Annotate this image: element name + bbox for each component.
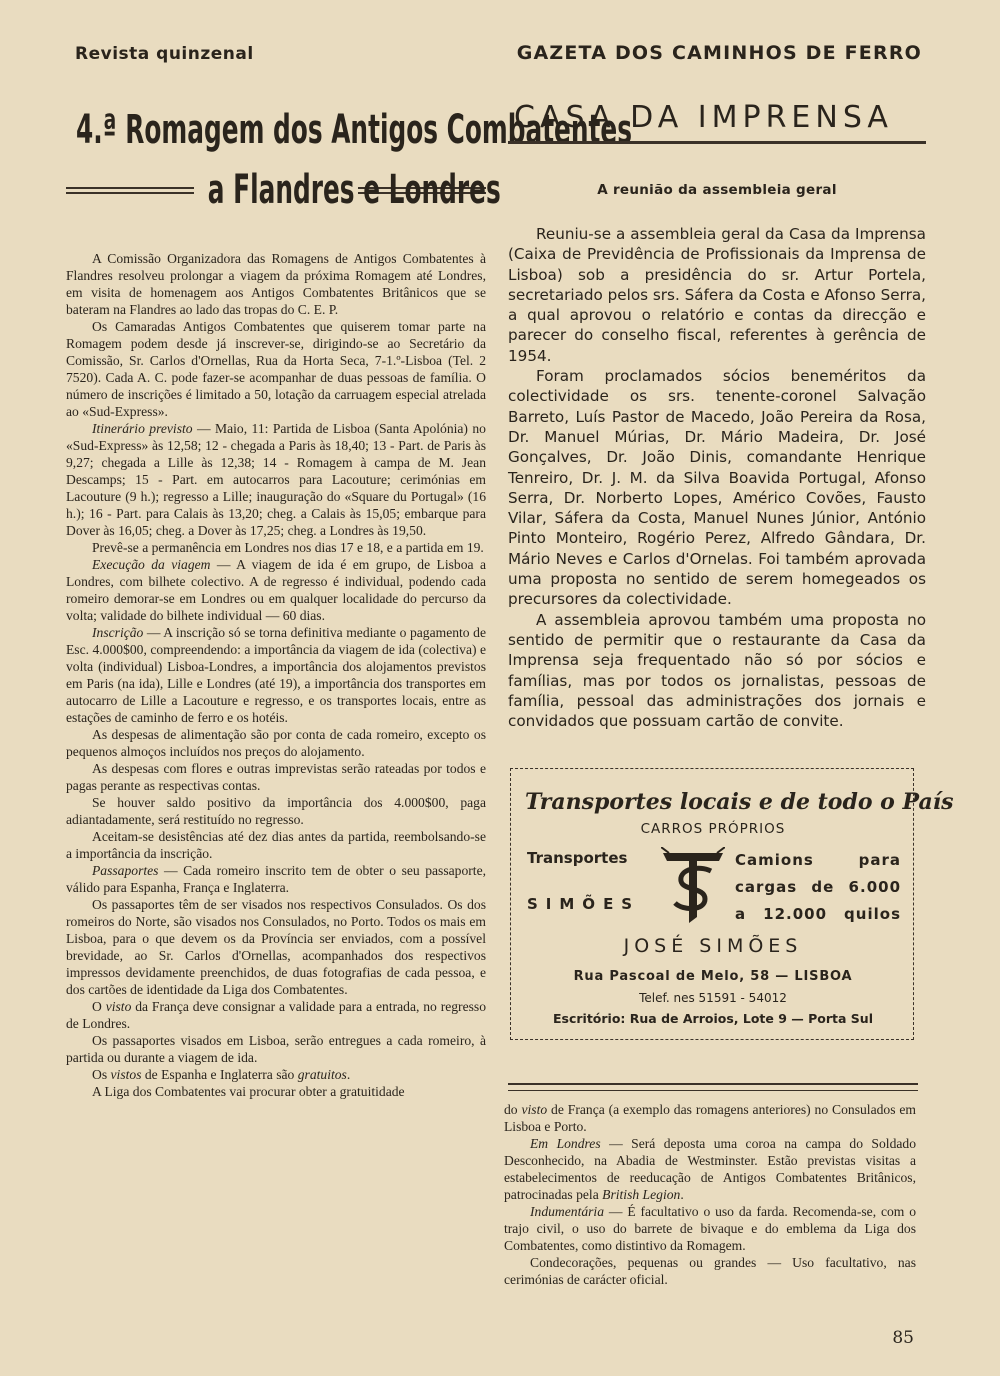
page-number: 85	[892, 1328, 914, 1348]
ad-headline: Transportes locais e de todo o País	[525, 789, 954, 815]
ad-phones: Telef. nes 51591 - 54012	[639, 991, 787, 1005]
paragraph: Itinerário previsto — Maio, 11: Partida de Lisboa (Santa Apolónia) no «Sud-Express» às 12,58; 12 - chegada a Paris às 18,40; 13 - Part. de Paris às 9,27; chegada a Lille às 12,38; 14 - Romagem à campa de M. Jean Descamps; 15 - Part. em autocarros para Lacouture; cerimónias em Lacouture (9 h.); regresso a Lille; inauguração do «Square du Portugal» (16 h.); 16 - Part. para Calais às 13,20; cheg. a Calais às 15,05; embarque para Dover às 16,05; cheg. a Dover às 17,25; cheg. a Londres às 19,50.	[66, 421, 486, 538]
ts-monogram-logo-icon	[661, 847, 725, 925]
paragraph: Execução da viagem — A viagem de ida é em grupo, de Lisboa a Londres, com bilhete colectivo. A de regresso é individual, podendo cada romeiro demorar-se em Londres ou em qualquer localidade do percurso da volta; validade do bilhete individual — 60 dias.	[66, 557, 486, 623]
paragraph: Aceitam-se desistências até dez dias antes da partida, reembolsando-se a importância da inscrição.	[66, 829, 486, 861]
section-title-rule	[508, 141, 926, 144]
paragraph: do visto de França (a exemplo das romagens anteriores) no Consulados em Lisboa e Porto.	[504, 1102, 916, 1134]
paragraph: Os passaportes têm de ser visados nos respectivos Consulados. Os dos romeiros do Norte, são visados nos Consulados, no Porto. Todos os mais em Lisboa, para o que devem os da Província ser enviados, com a possível brevidade, ao Sr. Carlos d'Ornellas, acompanhados dos respectivos impressos devidamente preenchidos, de duas fotografias de cada pessoa, e dos cartões de identidade da Liga dos Combatentes.	[66, 897, 486, 997]
ad-office: Escritório: Rua de Arroios, Lote 9 — Porta Sul	[552, 1011, 873, 1026]
paragraph: Prevê-se a permanência em Londres nos dias 17 e 18, e a partida em 19.	[92, 540, 484, 555]
article-continuation	[504, 1101, 916, 1288]
paragraph: Passaportes — Cada romeiro inscrito tem de obter o seu passaporte, válido para Espanha, França e Inglaterra.	[66, 863, 486, 895]
right-article	[508, 100, 926, 731]
paragraph: A Comissão Organizadora das Romagens de Antigos Combatentes à Flandres resolveu prolongar a viagem da próxima Romagem até Londres, em visita de homenagem aos Antigos Combatentes Britânicos que se bateram na Flandres ao lado das tropas do C. E. P.	[66, 251, 486, 317]
paragraph: Em Londres — Será deposta uma coroa na campa do Soldado Desconhecido, na Abadia de Westminster. Estão previstas visitas a estabelecimentos de reeducação de Antigos Combatentes Britânicos, patrocinadas pela British Legion.	[504, 1136, 916, 1202]
paragraph: As despesas com flores e outras imprevistas serão rateadas por todos e pagas perante as respectivas contas.	[66, 761, 486, 793]
ad-address: Rua Pascoal de Melo, 58 — LISBOA	[573, 969, 853, 984]
article-title-line-2: a Flandres e Londres	[207, 167, 501, 213]
divider	[508, 1090, 918, 1091]
paragraph: Os vistos de Espanha e Inglaterra são gratuitos.	[92, 1067, 351, 1082]
paragraph: Os passaportes visados em Lisboa, serão entregues a cada romeiro, à partida ou durante a viagem de ida.	[66, 1033, 486, 1065]
article-body	[66, 250, 486, 1100]
divider	[508, 1083, 918, 1085]
section-subtitle: A reunião da assembleia geral	[597, 182, 837, 198]
ad-company-name: JOSÉ SIMÕES	[623, 935, 803, 957]
paragraph: Indumentária — É facultativo o uso da farda. Recomenda-se, com o trajo civil, o uso do barrete de bivaque e do emblema da Liga dos Combatentes, como distintivo da Romagem.	[504, 1204, 916, 1253]
running-header-right: GAZETA DOS CAMINHOS DE FERRO	[516, 42, 922, 64]
advertisement-box	[510, 768, 954, 1040]
ad-cargo-text: Camions para cargas de 6.000 a 12.000 quilos	[735, 851, 901, 923]
paragraph: As despesas de alimentação são por conta de cada romeiro, excepto os pequenos almoços incluídos nos preços do alojamento.	[66, 727, 486, 759]
paragraph: A assembleia aprovou também uma proposta no sentido de permitir que o restaurante da Casa da Imprensa seja frequentado não só por sócios e famílias, mas por todos os jornalistas, pessoas de família, pessoal das administrações dos jornais e convidados que possuam cartão de convite.	[508, 610, 926, 731]
ad-subline: CARROS PRÓPRIOS	[640, 821, 786, 837]
paragraph: A Liga dos Combatentes vai procurar obter a gratuitidade	[92, 1084, 405, 1099]
paragraph: Inscrição — A inscrição só se torna definitiva mediante o pagamento de Esc. 4.000$00, compreendendo: a importância da viagem de ida (colectiva) e volta (individual) Lisboa-Londres, a importância dos alojamentos previstos em Paris (na ida), Lille e Londres (até 19), a importância dos transportes em autocarro de Lille a Lacouture e regresso, e os transportes locais, entre as estações de caminho de ferro e os hotéis.	[66, 625, 486, 725]
title-rule-left	[66, 187, 194, 194]
ad-word-simoes: SIMÕES	[527, 895, 641, 913]
paragraph: Reuniu-se a assembleia geral da Casa da Imprensa (Caixa de Previdência de Profissionais da Imprensa de Lisboa) sob a presidência do sr. Artur Portela, secretariado pelos srs. Sáfera da Costa e Afonso Serra, a qual aprovou o relatório e contas da direcção e parecer do conselho fiscal, referentes à gerência de 1954.	[508, 225, 926, 365]
paragraph: Foram proclamados sócios beneméritos da colectividade os srs. tenente-coronel Salvação Barreto, Luís Pastor de Macedo, João Pereira da Rosa, Dr. Manuel Múrias, Dr. Mário Madeira, Dr. José Gonçalves, Dr. João Dinis, comandante Henrique Tenreiro, Dr. J. M. da Silva Boavida Portugal, Afonso Serra, Dr. Norberto Lopes, Américo Covões, Fausto Vilar, Sáfera da Costa, Manuel Nunes Júnior, António Pinto Monteiro, Rogério Perez, Alfredo Gândara, Dr. Mário Neves e Carlos d'Ornelas. Foi também aprovada uma proposta no sentido de serem homegeados os precursores da colectividade.	[508, 367, 926, 609]
section-title: CASA DA IMPRENSA	[514, 100, 893, 135]
ad-word-transportes: Transportes	[527, 849, 628, 867]
paragraph: Os Camaradas Antigos Combatentes que quiserem tomar parte na Romagem podem desde já inscrever-se, dirigindo-se ao Secretário da Comissão, Sr. Carlos d'Ornellas, Rua da Horta Seca, 7-1.º-Lisboa (Tel. 2 7520). Cada A. C. pode fazer-se acompanhar de duas pessoas de família. O número de inscrições é limitado a 50, lotação da carruagem especial atrelada ao «Sud-Express».	[66, 319, 486, 419]
paragraph: Condecorações, pequenas ou grandes — Uso facultativo, nas cerimónias de carácter oficial.	[504, 1255, 916, 1287]
paragraph: O visto da França deve consignar a validade para a entrada, no regresso de Londres.	[66, 999, 486, 1031]
paragraph: Se houver saldo positivo da importância dos 4.000$00, paga adiantadamente, será restituído no regresso.	[66, 795, 486, 827]
running-header-left: Revista quinzenal	[75, 44, 254, 64]
article-title-line-2-row	[66, 167, 501, 213]
article-title-line-1: 4.ª Romagem dos Antigos Combatentes	[76, 107, 632, 153]
section-body	[508, 224, 926, 731]
